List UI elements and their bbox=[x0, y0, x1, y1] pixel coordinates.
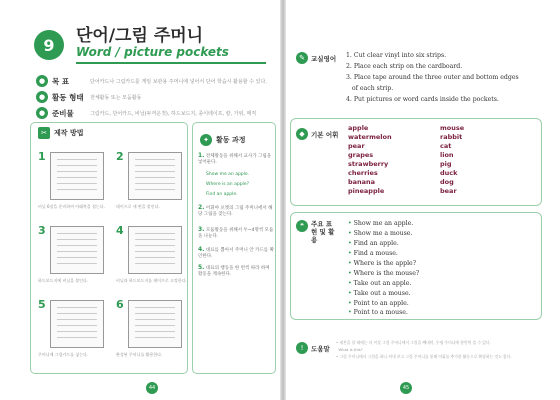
instruction-line: 4. Put pictures or word cards inside the pockets. bbox=[346, 96, 499, 103]
vocabulary-word: mouse bbox=[440, 124, 465, 132]
expression-item bbox=[348, 280, 411, 287]
step-illustration bbox=[50, 152, 104, 200]
scissors-icon: ✂ bbox=[38, 127, 50, 139]
step-number: 5 bbox=[38, 298, 46, 311]
step-caption: 주머니에 그림카드를 넣는다. bbox=[38, 352, 89, 357]
activity-subitem: Find an apple. bbox=[206, 192, 238, 197]
chat-icon: ❝ bbox=[296, 220, 308, 232]
info-row-materials bbox=[36, 106, 256, 120]
activity-item-text: 어휘야 포켓의 그림 주머니에서 해당 그림을 찾는다. bbox=[198, 206, 273, 218]
activity-item-number: 2. bbox=[198, 204, 205, 211]
vocabulary-label: 기본 어휘 bbox=[311, 130, 339, 139]
info-label: 준비물 bbox=[52, 108, 74, 118]
expression-text: Find an apple. bbox=[353, 240, 399, 247]
title-underline bbox=[76, 62, 266, 64]
activity-item-number: 1. bbox=[198, 152, 205, 159]
vocabulary-word: cherries bbox=[348, 169, 378, 177]
step-number: 1 bbox=[38, 150, 46, 163]
instruction-line: 2. Place each strip on the cardboard. bbox=[346, 63, 463, 70]
expression-text: Take out an apple. bbox=[353, 280, 412, 287]
expression-text: Point to an apple. bbox=[353, 300, 409, 307]
vocabulary-word: rabbit bbox=[440, 133, 463, 141]
vocabulary-word: pear bbox=[348, 142, 365, 150]
step-1 bbox=[38, 150, 110, 222]
step-6 bbox=[116, 298, 188, 370]
page-number-left: 44 bbox=[146, 382, 158, 394]
help-label: 도움말 bbox=[311, 344, 330, 353]
expressions-label: 주요 표현 및 활용 bbox=[311, 220, 335, 244]
vocabulary-column-animals bbox=[440, 124, 464, 196]
vocabulary-column-fruits bbox=[348, 124, 392, 196]
bullet-icon: • bbox=[348, 220, 352, 227]
vocabulary-word: dog bbox=[440, 178, 454, 186]
expression-item bbox=[348, 260, 416, 267]
info-text: 전체활동 또는 모둠활동 bbox=[90, 94, 142, 101]
step-number: 6 bbox=[116, 298, 124, 311]
activity-item-number: 4. bbox=[198, 246, 205, 253]
page-number-right: 45 bbox=[400, 382, 412, 394]
help-text: • 제본을 할 때에는 더 이상 그림 주머니에서 그림을 빼내며, 투명 주머니에 한번씩 쓸 수 있다. bbox=[336, 340, 491, 345]
activity-item-text: 대표의 행동을 한 번씩 따라 하며 활동을 계속한다. bbox=[198, 266, 270, 278]
bullet-icon: • bbox=[348, 240, 352, 247]
expression-item bbox=[348, 240, 399, 247]
expression-item bbox=[348, 230, 412, 237]
step-3 bbox=[38, 224, 110, 296]
step-4 bbox=[116, 224, 188, 296]
activity-item bbox=[198, 264, 274, 279]
classroom-english-label: 교실영어 bbox=[311, 54, 337, 63]
instruction-line: 1. Cut clear vinyl into six strips. bbox=[346, 52, 447, 59]
expression-text: Point to a mouse. bbox=[353, 309, 408, 316]
bullet-icon: • bbox=[348, 270, 352, 277]
step-illustration bbox=[50, 226, 104, 274]
book-icon: ◆ bbox=[296, 128, 308, 140]
speech-icon: ✎ bbox=[296, 52, 308, 64]
vocabulary-word: strawberry bbox=[348, 160, 389, 168]
vocabulary-word: grapes bbox=[348, 151, 374, 159]
instruction-line: 3. Place tape around the three outer and bottom edges bbox=[346, 74, 519, 81]
bullet-icon: • bbox=[348, 290, 352, 297]
expression-text: Show me a mouse. bbox=[353, 230, 413, 237]
page-title-english: Word / picture pockets bbox=[76, 45, 229, 59]
bullet-icon: • bbox=[348, 280, 352, 287]
expression-text: Where is the apple? bbox=[353, 260, 417, 267]
method-title: 제작 방법 bbox=[54, 129, 84, 137]
expression-item bbox=[348, 290, 411, 297]
step-illustration bbox=[128, 226, 182, 274]
classroom-english-heading bbox=[296, 52, 336, 64]
activity-item bbox=[198, 204, 274, 219]
activity-item bbox=[198, 152, 274, 167]
expression-item bbox=[348, 270, 419, 277]
activity-subitem: Where is an apple? bbox=[206, 182, 249, 187]
vocabulary-word: duck bbox=[440, 169, 458, 177]
activity-type-icon: ● bbox=[36, 91, 48, 103]
activity-item bbox=[198, 226, 274, 241]
vocabulary-word: banana bbox=[348, 178, 376, 186]
step-number: 3 bbox=[38, 224, 46, 237]
method-heading bbox=[38, 127, 84, 139]
vocabulary-word: lion bbox=[440, 151, 454, 159]
step-caption: 테이프로 세 면을 붙인다. bbox=[116, 204, 160, 209]
activity-item-number: 3. bbox=[198, 226, 205, 233]
step-caption: 완성된 주머니를 활용한다. bbox=[116, 352, 163, 357]
activity-subitem: Show me an apple. bbox=[206, 172, 250, 177]
step-number: 2 bbox=[116, 150, 124, 163]
expression-text: Find a mouse. bbox=[353, 250, 398, 257]
info-text: 단어카드나 그림카드를 게임 보관용 주머니에 넣어서 단어 학습시 활용할 수 있다. bbox=[90, 78, 267, 85]
vocabulary-word: cat bbox=[440, 142, 452, 150]
bullet-icon: • bbox=[348, 250, 352, 257]
materials-icon: ● bbox=[36, 107, 48, 119]
step-caption: 하드보드지에 비닐을 붙인다. bbox=[38, 278, 89, 283]
activity-item-text: 대표를 뽑아서 주머니 안 카드를 확인한다. bbox=[198, 248, 274, 260]
expression-item bbox=[348, 250, 398, 257]
activity-icon: ✦ bbox=[200, 134, 212, 146]
help-text: What is this? bbox=[336, 347, 363, 352]
vocabulary-word: pineapple bbox=[348, 187, 385, 195]
step-illustration bbox=[128, 152, 182, 200]
lightbulb-icon: ! bbox=[296, 342, 308, 354]
vocabulary-word: watermelon bbox=[348, 133, 392, 141]
expression-text: Take out a mouse. bbox=[353, 290, 411, 297]
step-2 bbox=[116, 150, 188, 222]
expression-item bbox=[348, 300, 409, 307]
instruction-line: of each strip. bbox=[346, 85, 394, 92]
expression-item bbox=[348, 220, 413, 227]
step-illustration bbox=[50, 300, 104, 348]
help-heading bbox=[296, 342, 330, 354]
info-text: 그림카드, 단어카드, 비닐(두꺼운것), 하드보드지, 종이테이프, 칼, 가위, 매직 bbox=[90, 110, 257, 117]
bullet-icon: • bbox=[348, 300, 352, 307]
help-text: • 그림 주머니에서 그림을 하나 꺼내 보고 그림 주머니를 통해 어휘를 추가한 활동으로 확장하는 것도 좋다. bbox=[336, 354, 512, 359]
vocabulary-word: bear bbox=[440, 187, 457, 195]
lesson-number-badge: 9 bbox=[34, 30, 64, 60]
goal-icon: ● bbox=[36, 75, 48, 87]
step-illustration bbox=[128, 300, 182, 348]
expression-text: Show me an apple. bbox=[353, 220, 414, 227]
info-label: 활동 형태 bbox=[52, 92, 84, 102]
info-label: 목 표 bbox=[52, 76, 70, 86]
info-row-activity-type bbox=[36, 90, 141, 104]
step-caption: 비닐 6장을 준비하여 아래쪽을 접는다. bbox=[38, 204, 105, 209]
step-number: 4 bbox=[116, 224, 124, 237]
expression-item bbox=[348, 309, 408, 316]
step-caption: 비닐과 하드보드지를 테이프로 고정한다. bbox=[116, 278, 187, 283]
activity-heading bbox=[200, 134, 246, 146]
activity-item-text: 모둠활동을 위해서 두~4명씩 모둠을 나눈다. bbox=[198, 228, 274, 240]
bullet-icon: • bbox=[348, 230, 352, 237]
vocabulary-word: pig bbox=[440, 160, 452, 168]
activity-item-number: 5. bbox=[198, 264, 205, 271]
step-5 bbox=[38, 298, 110, 370]
bullet-icon: • bbox=[348, 309, 352, 316]
vocabulary-word: apple bbox=[348, 124, 369, 132]
bullet-icon: • bbox=[348, 260, 352, 267]
activity-title: 활동 과정 bbox=[216, 136, 246, 144]
page-title-korean: 단어/그림 주머니 bbox=[76, 26, 204, 46]
activity-item bbox=[198, 246, 274, 261]
activity-item-text: 전체활동을 위해서 교사가 그림을 넣어둔다. bbox=[198, 154, 272, 166]
vocabulary-heading bbox=[296, 128, 338, 140]
book-spine bbox=[280, 0, 286, 400]
expression-text: Where is the mouse? bbox=[353, 270, 420, 277]
info-row-goal bbox=[36, 74, 267, 88]
expressions-heading bbox=[296, 220, 335, 244]
